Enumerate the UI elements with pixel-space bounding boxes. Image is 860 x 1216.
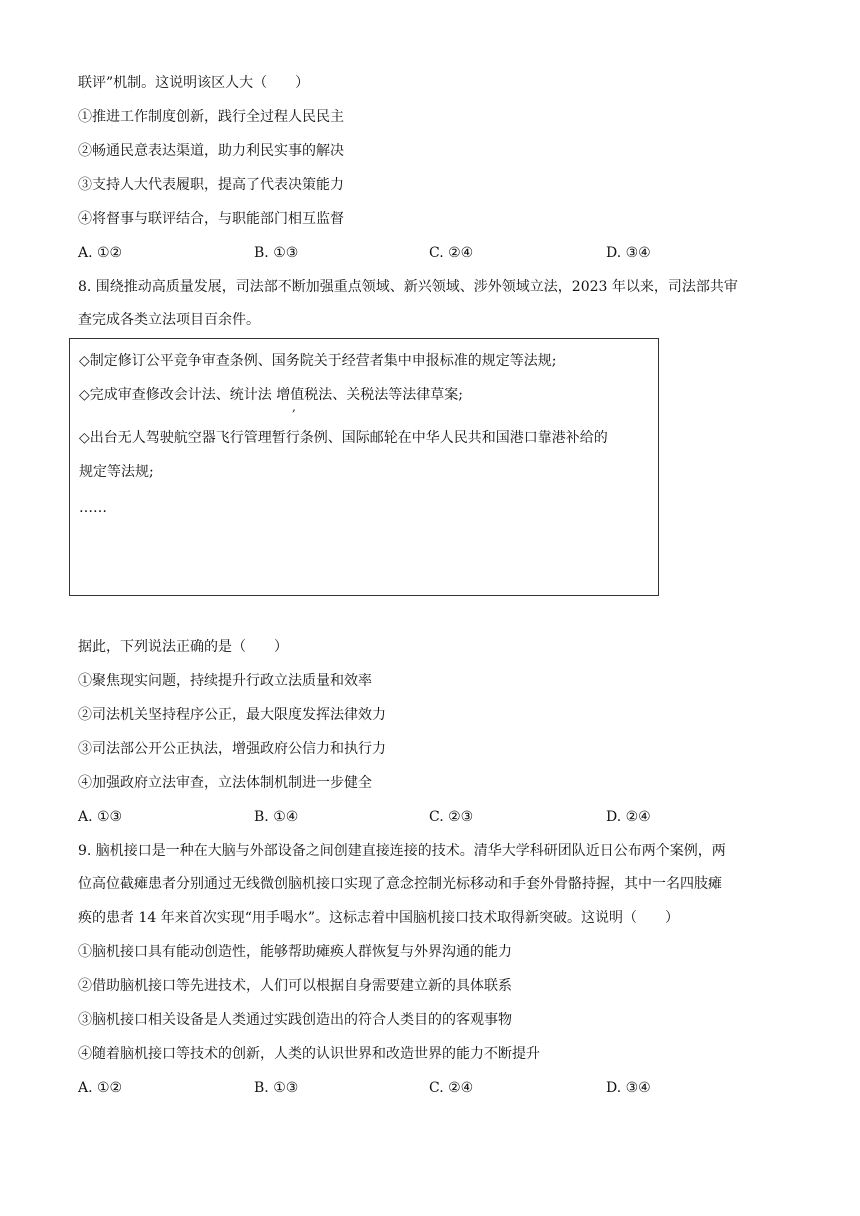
q8-option-b[interactable]: B. ①④ bbox=[254, 809, 299, 825]
q8-option-c[interactable]: C. ②③ bbox=[429, 809, 474, 825]
q8-item-3: ③司法部公开公正执法，增强政府公信力和执行力 bbox=[78, 741, 386, 757]
q9-option-a[interactable]: A. ①② bbox=[78, 1080, 123, 1096]
q8-option-a[interactable]: A. ①③ bbox=[78, 809, 123, 825]
q8-stem-line-1: 8. 围绕推动高质量发展，司法部不断加强重点领域、新兴领域、涉外领域立法，2023 年以来，司法部共审 bbox=[78, 279, 738, 295]
q9-options bbox=[78, 1079, 778, 1097]
q9-item-1: ①脑机接口具有能动创造性，能够帮助瘫痪人群恢复与外界沟通的能力 bbox=[78, 944, 512, 960]
q8-option-d[interactable]: D. ②④ bbox=[606, 809, 651, 825]
q7-item-1: ①推进工作制度创新，践行全过程人民民主 bbox=[78, 109, 344, 125]
q7-stem-tail: 联评”机制。这说明该区人大（ ） bbox=[78, 75, 310, 91]
q7-option-a[interactable]: A. ①② bbox=[78, 245, 123, 261]
q9-stem-line-1: 9. 脑机接口是一种在大脑与外部设备之间创建直接连接的技术。清华大学科研团队近日公布两个案例，两 bbox=[78, 843, 726, 859]
q9-option-b[interactable]: B. ①③ bbox=[254, 1080, 299, 1096]
q9-item-4: ④随着脑机接口等技术的创新，人类的认识世界和改造世界的能力不断提升 bbox=[78, 1046, 540, 1062]
q7-option-b[interactable]: B. ①③ bbox=[254, 245, 299, 261]
q8-item-1: ①聚焦现实问题，持续提升行政立法质量和效率 bbox=[78, 673, 372, 689]
q7-item-2: ②畅通民意表达渠道，助力利民实事的解决 bbox=[78, 143, 344, 159]
q8-box-line-4: 规定等法规; bbox=[79, 464, 154, 480]
q8-box-line-1: ◇制定修订公平竞争审查条例、国务院关于经营者集中申报标准的规定等法规; bbox=[79, 353, 557, 369]
q7-option-c[interactable]: C. ②④ bbox=[429, 245, 474, 261]
q9-stem-line-2: 位高位截瘫患者分别通过无线微创脑机接口实现了意念控制光标移动和手套外骨骼持握，其中一名四肢瘫 bbox=[78, 876, 722, 892]
q7-item-3: ③支持人大代表履职，提高了代表决策能力 bbox=[78, 177, 344, 193]
q8-options bbox=[78, 808, 778, 826]
q8-stem-line-2: 查完成各类立法项目百余件。 bbox=[78, 312, 260, 328]
q8-box-ellipsis: …… bbox=[79, 500, 107, 516]
q7-item-4: ④将督事与联评结合，与职能部门相互监督 bbox=[78, 211, 344, 227]
q8-box-line-2: ◇完成审查修改会计法、统计法 增值税法、关税法等法律草案; bbox=[79, 387, 463, 403]
q7-option-d[interactable]: D. ③④ bbox=[606, 245, 651, 261]
q9-stem-line-3: 痪的患者 14 年来首次实现“用手喝水”。这标志着中国脑机接口技术取得新突破。这说明（ ） bbox=[78, 910, 680, 926]
q9-option-c[interactable]: C. ②④ bbox=[429, 1080, 474, 1096]
q8-box-line-3: ◇出台无人驾驶航空器飞行管理暂行条例、国际邮轮在中华人民共和国港口靠港补给的 bbox=[79, 430, 608, 446]
q8-item-4: ④加强政府立法审查，立法体制机制进一步健全 bbox=[78, 775, 372, 791]
q8-item-2: ②司法机关坚持程序公正，最大限度发挥法律效力 bbox=[78, 707, 386, 723]
q8-question: 据此，下列说法正确的是（ ） bbox=[78, 639, 288, 655]
q9-item-2: ②借助脑机接口等先进技术，人们可以根据自身需要建立新的具体联系 bbox=[78, 978, 512, 994]
q9-item-3: ③脑机接口相关设备是人类通过实践创造出的符合人类目的的客观事物 bbox=[78, 1012, 512, 1028]
q9-option-d[interactable]: D. ③④ bbox=[606, 1080, 651, 1096]
q7-options bbox=[78, 244, 778, 262]
q8-material-box bbox=[69, 338, 659, 596]
q8-box-stray-comma: , bbox=[292, 400, 296, 414]
